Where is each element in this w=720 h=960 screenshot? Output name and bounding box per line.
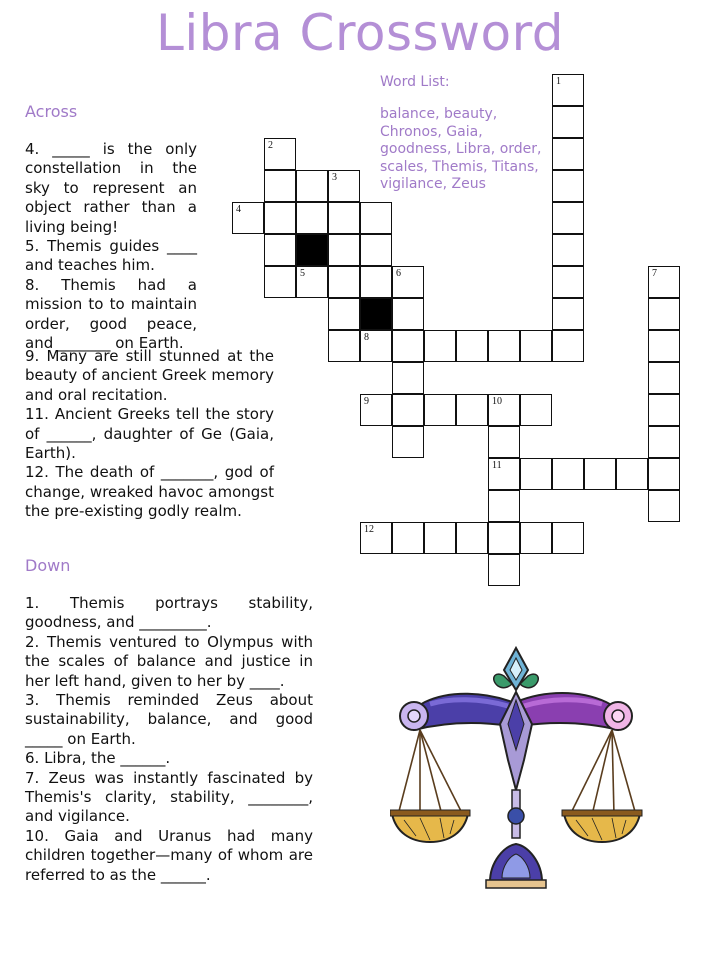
clue-number: 8 — [364, 332, 369, 343]
grid-cell[interactable] — [360, 266, 392, 298]
grid-cell[interactable] — [648, 266, 680, 298]
grid-cell[interactable] — [328, 234, 360, 266]
word-list-title: Word List: — [380, 74, 450, 90]
clue-down-6: 6. Libra, the ______. — [25, 749, 171, 768]
across-clues-part1 — [25, 140, 197, 353]
grid-cell[interactable] — [392, 362, 424, 394]
grid-cell[interactable] — [488, 554, 520, 586]
grid-cell[interactable] — [296, 202, 328, 234]
clue-number: 5 — [300, 268, 305, 279]
clue-across-4: 4. _____ is the only constellation in the sky to represent an object rather than a living being! — [25, 140, 197, 236]
grid-cell[interactable] — [552, 298, 584, 330]
grid-cell[interactable] — [648, 298, 680, 330]
clue-down-3: 3. Themis reminded Zeus about sustainability, balance, and good _____ on Earth. — [25, 691, 313, 748]
grid-cell[interactable] — [232, 202, 264, 234]
grid-cell[interactable] — [392, 298, 424, 330]
grid-cell[interactable] — [328, 330, 360, 362]
grid-cell[interactable] — [264, 234, 296, 266]
grid-cell[interactable] — [296, 266, 328, 298]
clue-down-7: 7. Zeus was instantly fascinated by Themis's clarity, stability, ________, and vigilance. — [25, 768, 313, 826]
grid-cell[interactable] — [552, 170, 584, 202]
grid-cell[interactable] — [296, 170, 328, 202]
clue-across-5: 5. Themis guides ____ and teaches him. — [25, 237, 197, 275]
clue-number: 4 — [236, 204, 241, 215]
grid-cell[interactable] — [552, 330, 584, 362]
word-list: balance, beauty, Chronos, Gaia, goodness, Libra, order, scales, Themis, Titans, vigilance, Zeus — [380, 106, 542, 193]
grid-cell[interactable] — [456, 522, 488, 554]
clue-across-8: 8. Themis had a mission to to maintain order, good peace, and _______ on Earth. — [25, 275, 197, 353]
down-clues — [25, 594, 313, 885]
clue-down-10: 10. Gaia and Uranus had many children together—many of whom are referred to as the ______. — [25, 826, 313, 884]
clue-number: 12 — [364, 524, 374, 535]
clue-number: 10 — [492, 396, 502, 407]
grid-cell[interactable] — [648, 330, 680, 362]
grid-cell[interactable] — [424, 394, 456, 426]
grid-cell[interactable] — [648, 394, 680, 426]
grid-cell[interactable] — [360, 394, 392, 426]
clue-number: 7 — [652, 268, 657, 279]
grid-cell[interactable] — [552, 266, 584, 298]
grid-cell[interactable] — [328, 170, 360, 202]
grid-cell[interactable] — [392, 266, 424, 298]
grid-block — [360, 298, 392, 330]
grid-cell[interactable] — [488, 426, 520, 458]
grid-cell[interactable] — [360, 234, 392, 266]
grid-cell[interactable] — [328, 202, 360, 234]
grid-cell[interactable] — [328, 298, 360, 330]
across-heading: Across — [25, 102, 78, 121]
grid-cell[interactable] — [488, 394, 520, 426]
grid-cell[interactable] — [264, 138, 296, 170]
clue-across-12: 12. The death of _______, god of change, wreaked havoc amongst the pre-existing godly realm. — [25, 463, 274, 521]
grid-cell[interactable] — [648, 362, 680, 394]
grid-cell[interactable] — [520, 394, 552, 426]
grid-cell[interactable] — [360, 522, 392, 554]
grid-cell[interactable] — [488, 522, 520, 554]
clue-number: 3 — [332, 172, 337, 183]
grid-cell[interactable] — [360, 330, 392, 362]
grid-cell[interactable] — [456, 330, 488, 362]
libra-scales-icon — [390, 640, 645, 890]
grid-cell[interactable] — [392, 330, 424, 362]
grid-cell[interactable] — [488, 458, 520, 490]
grid-cell[interactable] — [648, 490, 680, 522]
clue-number: 2 — [268, 140, 273, 151]
clue-number: 9 — [364, 396, 369, 407]
grid-cell[interactable] — [392, 426, 424, 458]
grid-cell[interactable] — [552, 458, 584, 490]
clue-across-9: 9. Many are still stunned at the beauty of ancient Greek memory and oral recitation. — [25, 347, 274, 404]
grid-cell[interactable] — [488, 490, 520, 522]
grid-cell[interactable] — [328, 266, 360, 298]
grid-cell[interactable] — [552, 138, 584, 170]
grid-cell[interactable] — [264, 266, 296, 298]
down-heading: Down — [25, 556, 71, 575]
clue-down-2: 2. Themis ventured to Olympus with the scales of balance and justice in her left hand, given to her by ____. — [25, 632, 313, 690]
grid-cell[interactable] — [552, 74, 584, 106]
grid-cell[interactable] — [616, 458, 648, 490]
grid-cell[interactable] — [520, 458, 552, 490]
page-title: Libra Crossword — [155, 4, 565, 62]
grid-cell[interactable] — [456, 394, 488, 426]
clue-down-1: 1. Themis portrays stability, goodness, and _________. — [25, 594, 313, 632]
grid-cell[interactable] — [264, 170, 296, 202]
grid-cell[interactable] — [520, 330, 552, 362]
grid-cell[interactable] — [424, 522, 456, 554]
grid-cell[interactable] — [552, 522, 584, 554]
grid-cell[interactable] — [552, 106, 584, 138]
grid-cell[interactable] — [584, 458, 616, 490]
clue-across-11: 11. Ancient Greeks tell the story of ______, daughter of Ge (Gaia, Earth). — [25, 405, 274, 463]
grid-cell[interactable] — [392, 394, 424, 426]
clue-number: 1 — [556, 76, 561, 87]
grid-cell[interactable] — [488, 330, 520, 362]
grid-cell[interactable] — [424, 330, 456, 362]
grid-block — [296, 234, 328, 266]
grid-cell[interactable] — [552, 234, 584, 266]
grid-cell[interactable] — [392, 522, 424, 554]
clue-number: 6 — [396, 268, 401, 279]
grid-cell[interactable] — [360, 202, 392, 234]
clue-number: 11 — [492, 460, 502, 471]
grid-cell[interactable] — [264, 202, 296, 234]
grid-cell[interactable] — [648, 458, 680, 490]
grid-cell[interactable] — [648, 426, 680, 458]
across-clues-part2 — [25, 347, 274, 522]
grid-cell[interactable] — [552, 202, 584, 234]
grid-cell[interactable] — [520, 522, 552, 554]
